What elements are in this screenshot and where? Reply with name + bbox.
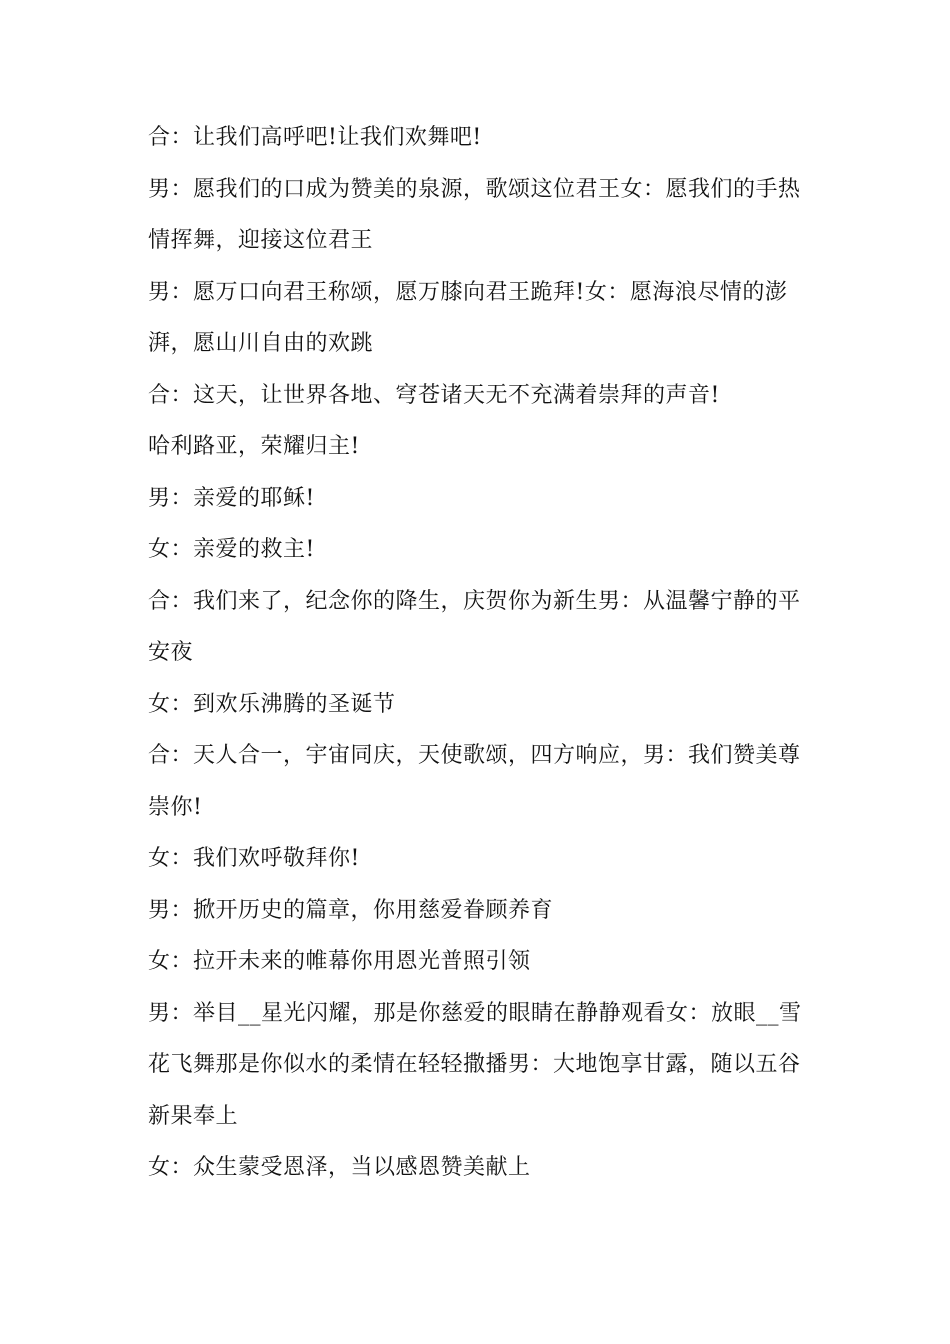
paragraph: 男：愿万口向君王称颂，愿万膝向君王跪拜!女：愿海浪尽情的澎湃，愿山川自由的欢跳: [148, 279, 788, 356]
paragraph: 女：拉开未来的帷幕你用恩光普照引领: [148, 949, 531, 974]
paragraph: 男：愿我们的口成为赞美的泉源，歌颂这位君王女：愿我们的手热情挥舞，迎接这位君王: [148, 176, 801, 253]
paragraph: 合：我们来了，纪念你的降生，庆贺你为新生男：从温馨宁静的平安夜: [148, 588, 801, 665]
paragraph: 男：掀开历史的篇章，你用慈爱眷顾养育: [148, 897, 554, 923]
paragraph: 合：天人合一，宇宙同庆，天使歌颂，四方响应，男：我们赞美尊崇你!: [148, 743, 801, 820]
paragraph: 男：举目__星光闪耀，那是你慈爱的眼睛在静静观看女：放眼__雪花飞舞那是你似水的柔情在轻轻撒播男：大地饱享甘露，随以五谷新果奉上: [148, 1000, 802, 1129]
paragraph: 男：亲爱的耶稣!: [148, 485, 315, 511]
paragraph: 哈利路亚，荣耀归主!: [148, 434, 360, 459]
document-body: [148, 112, 808, 1194]
paragraph: 女：亲爱的救主!: [148, 537, 315, 562]
paragraph: 女：我们欢呼敬拜你!: [148, 846, 360, 871]
paragraph: 合：这天，让世界各地、穹苍诸天无不充满着崇拜的声音!: [148, 382, 720, 408]
paragraph: 女：众生蒙受恩泽，当以感恩赞美献上: [148, 1155, 531, 1180]
paragraph: 合：让我们高呼吧!让我们欢舞吧!: [148, 125, 482, 150]
paragraph: 女：到欢乐沸腾的圣诞节: [148, 691, 396, 717]
